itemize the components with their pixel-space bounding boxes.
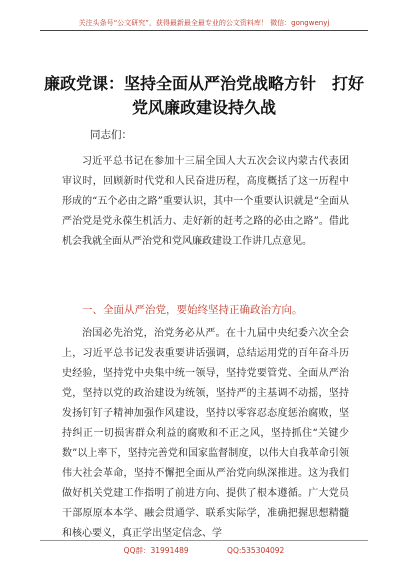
page-header: 关注头条号“公文研究”，获得最新最全最专业的公文资料库！ 微信：gongwenyj (78, 19, 330, 27)
paragraph-2: 治国必先治党，治党务必从严。在十九届中央纪委六次全会上，习近平总书记发表重要讲话强调，总结运用党的百年奋斗历史经验，坚持党中央集中统一领导，坚持党要管党、全面从严治党，坚持以党的政治建设为统领，坚持严的主基调不动摇，坚持发扬钉钉子精神加强作风建设，坚持以零容忍态度惩治腐败，坚持纠正一切损害群众利益的腐败和不正之风，坚持抓住“关键少数”以上率下，坚持完善党和国家监督制度，以伟大自我革命引领伟大社会革命，坚持不懈把全面从严治党向纵深推进。这为我们做好机关党建工作指明了前进方向、提供了根本遵循。广大党员干部原原本本学、融会贯通学、联系实际学，准确把握思想精髓和核心要义，真正学出坚定信念、学 (62, 328, 349, 539)
page-footer (40, 545, 368, 556)
title-line-2: 党风廉政建设持久战 (131, 98, 276, 117)
footer-divider (40, 540, 368, 541)
paragraph-1: 习近平总书记在参加十三届全国人大五次会议内蒙古代表团审议时，回顾新时代党和人民奋进历程，高度概括了这一历程中形成的“五个必由之路”重要认识，其中一个重要认识就是“全面从严治党是党永葆生机活力、走好新的赶考之路的必由之路”。借此机会我就全面从严治党和党风廉政建设工作讲几点意见。 (62, 156, 349, 247)
header-divider (40, 30, 368, 31)
document-title (30, 72, 378, 120)
footer-qq-group: QQ群：31991489 (123, 546, 189, 555)
salutation: 同志们： (90, 129, 132, 141)
footer-qq: QQ:535304092 (227, 546, 285, 555)
title-line-1: 廉政党课：坚持全面从严治党战略方针 打好 (43, 74, 364, 93)
section-heading-1: 一、全面从严治党，要始终坚持正确政治方向。 (82, 304, 303, 316)
